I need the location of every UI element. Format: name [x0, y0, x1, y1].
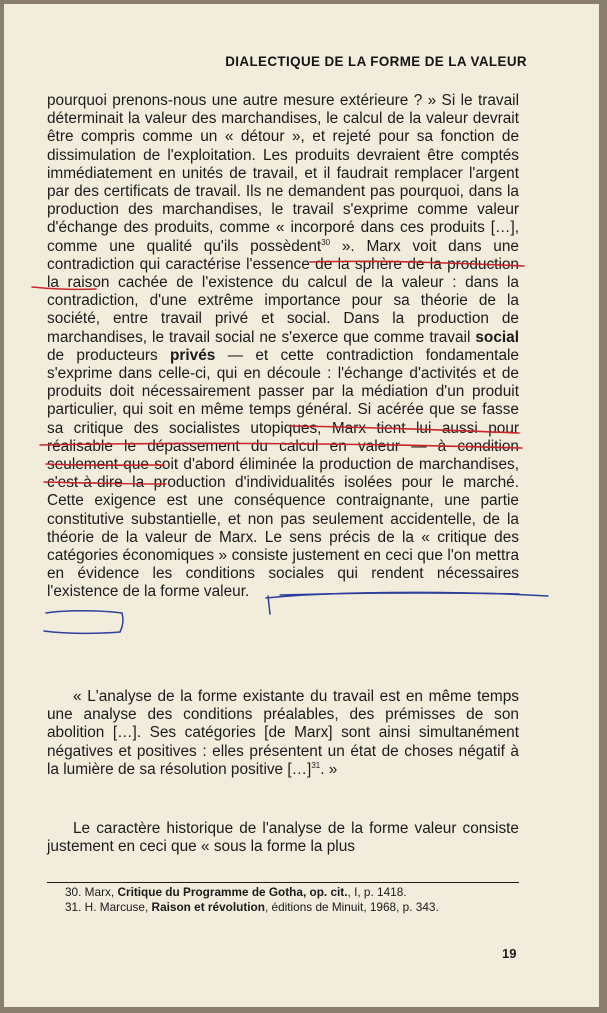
paragraph-1-text-d: — et cette contradiction fondamentale s'exprime dans celle-ci, qui en découle : l'échange d'activités et de produits doit nécessairement passer par la médiation d'un produit particulier, qui soit en même temps général. Si acérée que se fasse sa critique des socialistes utopiques, Marx tient lui aussi pour réalisable le dépassement du calcul en valeur — à condition seulement que soit d'abord éliminée la production de marchandises, c'est-à-dire la production d'individualités isolées pour le marché. Cette exigence est une conséquence contraignante, une partie constitutive substantielle, et non pas seulement accidentelle, de la théorie de la valeur de Marx. Le sens précis de la « critique des catégories économiques » consiste justement en ceci que l'on mettra en évidence les conditions sociales qui rendent nécessaires l'existence de la forme valeur. — [47, 346, 519, 601]
emphasis-prives: privés — [170, 346, 216, 364]
body-paragraph-1 — [47, 92, 519, 602]
footnote-31-lead: 31. H. Marcuse, — [65, 900, 152, 914]
paragraph-1-text-b: ». Marx voit dans une contradiction qui caractérise l'essence de la sphère de la production la raison cachée de l'existence du calcul de la valeur : dans la contradiction, d'une extrême importance pour sa théorie de la société, entre travail privé et social. Dans la production de marchandises, le travail social ne s'exerce que comme travail — [47, 237, 519, 346]
footnote-31-title: Raison et révolution — [151, 900, 265, 914]
footnotes — [47, 882, 519, 915]
blue-box-miques — [44, 611, 123, 634]
footnote-30 — [47, 885, 519, 900]
footnote-30-tail: , I, p. 1418. — [347, 885, 407, 899]
footnote-31 — [47, 900, 519, 915]
paragraph-1-text-c: de producteurs — [47, 346, 170, 364]
body-paragraph-quote — [47, 688, 519, 779]
footnote-30-title: Critique du Programme de Gotha, op. cit. — [117, 885, 348, 899]
paragraph-1-text-a: pourquoi prenons-nous une autre mesure extérieure ? » Si le travail déterminait la valeur des marchandises, le calcul de la valeur devrait être compris comme un « détour », et rejeté pour sa fonction de dissimulation de l'exploitation. Les produits devraient être comptés immédiatement en unités de travail, et il faudrait remplacer l'argent par des certificats de travail. Ils ne demandent pas pourquoi, dans la production des marchandises, le travail s'exprime comme valeur d'échange des produits, comme « incorporé dans ces produits […], comme une qualité qu'ils possèdent — [47, 92, 519, 255]
footnote-30-lead: 30. Marx, — [65, 885, 118, 899]
quote-text-a: « L'analyse de la forme existante du travail est en même temps une analyse des conditions préalables, des prémisses de son abolition […]. Ses catégories [de Marx] sont ainsi simultanément négatives et positives : elles présentent un état de choses négatif à la lumière de sa résolution positive […] — [47, 688, 519, 778]
book-page — [4, 4, 599, 1007]
footnote-ref-30[interactable]: 30 — [321, 237, 331, 247]
body-paragraph-3: Le caractère historique de l'analyse de la forme valeur consiste justement en ceci que « sous la forme la plus — [47, 820, 519, 856]
page-number: 19 — [502, 946, 517, 961]
emphasis-social: social — [475, 328, 519, 346]
running-title: DIALECTIQUE DE LA FORME DE LA VALEUR — [225, 54, 527, 69]
quote-text-b: . » — [320, 760, 338, 778]
footnote-ref-31[interactable]: 31 — [311, 760, 321, 770]
footnote-31-tail: , éditions de Minuit, 1968, p. 343. — [264, 900, 439, 914]
